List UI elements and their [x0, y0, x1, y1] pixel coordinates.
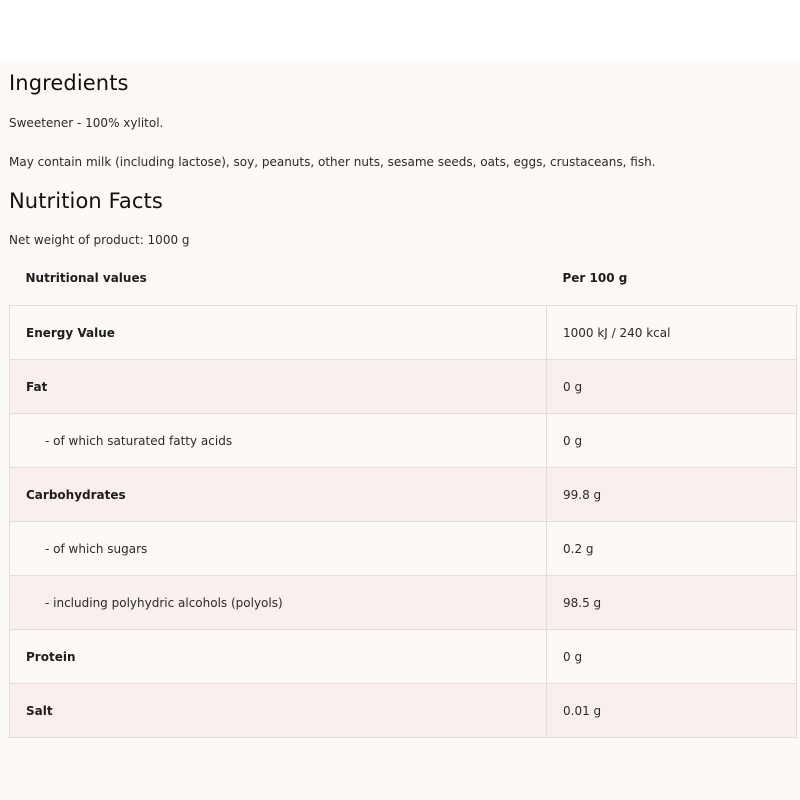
nutrient-label: - including polyhydric alcohols (polyols): [10, 576, 547, 630]
net-weight: Net weight of product: 1000 g: [9, 233, 190, 247]
column-header-nutritional-values: Nutritional values: [10, 251, 547, 306]
nutrient-value: 0.01 g: [547, 684, 797, 738]
nutrient-value: 1000 kJ / 240 kcal: [547, 306, 797, 360]
table-row: [10, 576, 797, 630]
nutrient-label: - of which sugars: [10, 522, 547, 576]
nutrient-label: - of which saturated fatty acids: [10, 414, 547, 468]
table-row: [10, 414, 797, 468]
allergen-notice: May contain milk (including lactose), soy, peanuts, other nuts, sesame seeds, oats, eggs, crustaceans, fish.: [9, 155, 656, 169]
nutrition-table: [9, 251, 797, 738]
nutrient-value: 0 g: [547, 360, 797, 414]
nutrient-label: Energy Value: [10, 306, 547, 360]
table-row: [10, 630, 797, 684]
nutrient-label: Carbohydrates: [10, 468, 547, 522]
nutrient-value: 0.2 g: [547, 522, 797, 576]
nutrient-value: 98.5 g: [547, 576, 797, 630]
table-row: [10, 684, 797, 738]
nutrient-value: 0 g: [547, 414, 797, 468]
column-header-per-100g: Per 100 g: [547, 251, 797, 306]
ingredients-heading: Ingredients: [9, 71, 129, 95]
nutrient-value: 0 g: [547, 630, 797, 684]
table-header-row: [10, 251, 797, 306]
nutrient-label: Salt: [10, 684, 547, 738]
table-row: [10, 522, 797, 576]
nutrient-label: Fat: [10, 360, 547, 414]
ingredients-text: Sweetener - 100% xylitol.: [9, 116, 164, 130]
nutrient-label: Protein: [10, 630, 547, 684]
table-row: [10, 360, 797, 414]
nutrient-value: 99.8 g: [547, 468, 797, 522]
nutrition-heading: Nutrition Facts: [9, 189, 163, 213]
table-row: [10, 468, 797, 522]
table-row: [10, 306, 797, 360]
